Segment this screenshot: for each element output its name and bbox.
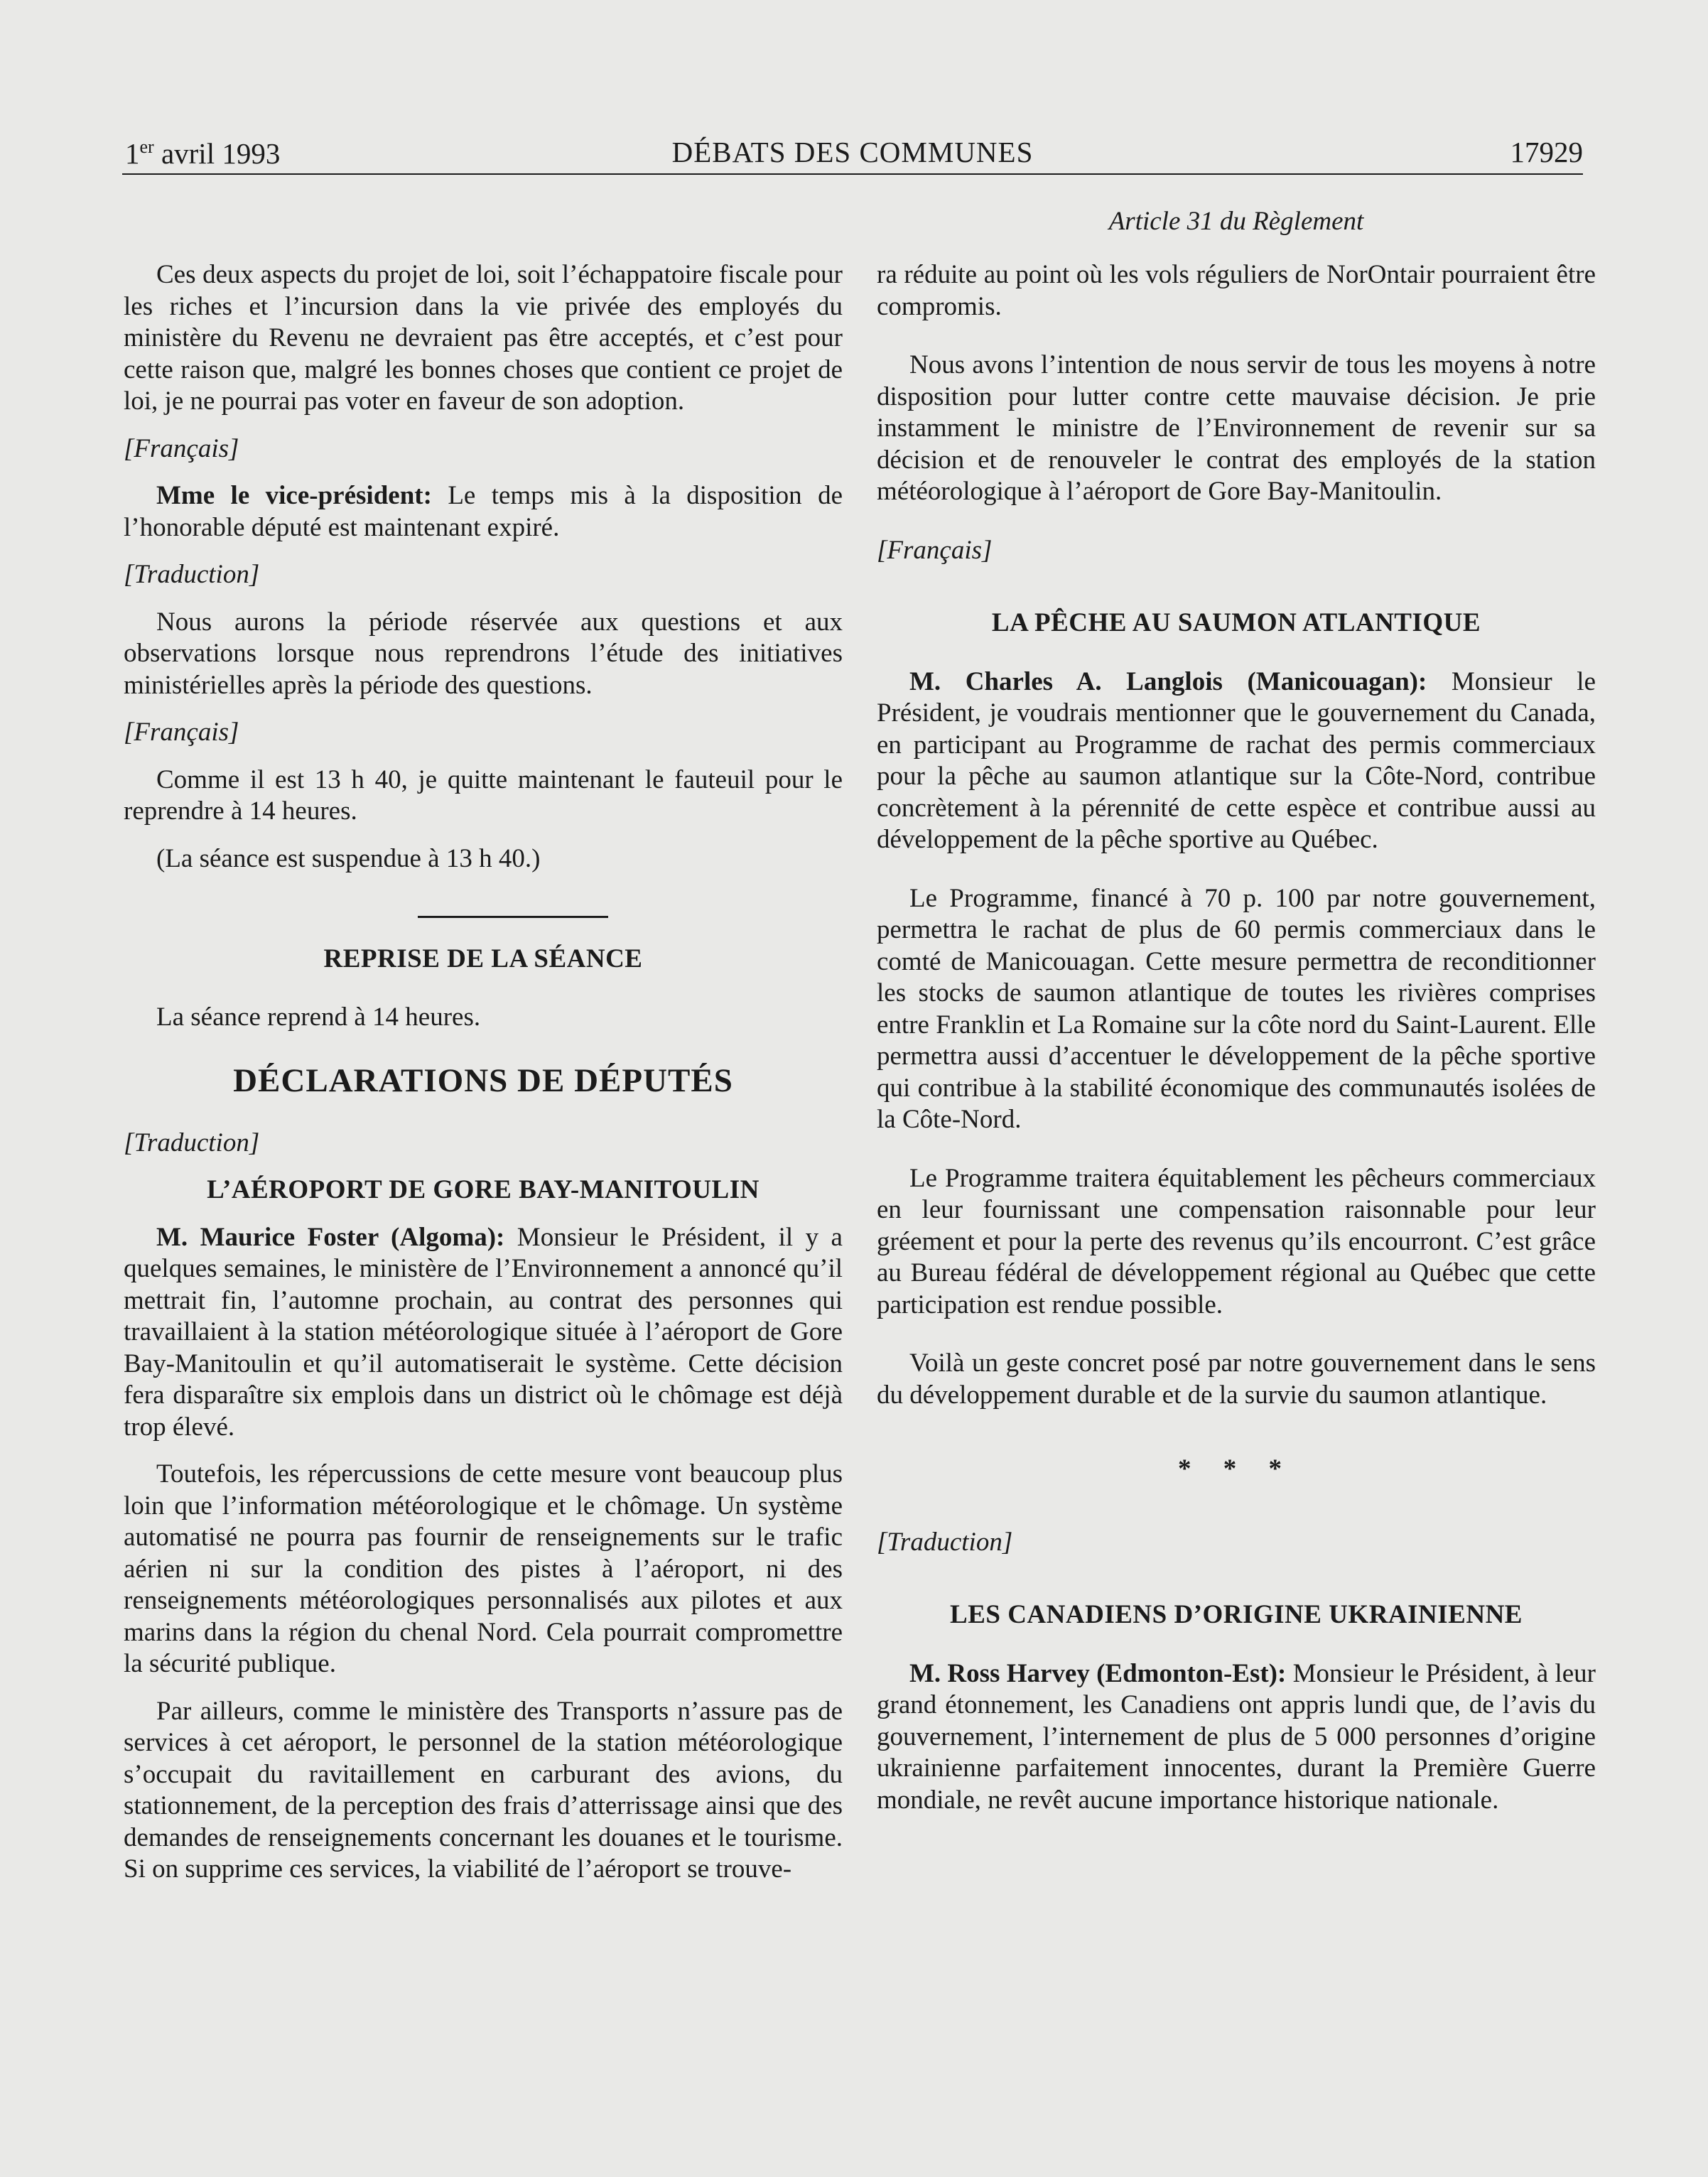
header-date-rest: avril 1993 [153, 137, 281, 170]
right-column [877, 259, 1596, 1816]
speaker-name: M. Maurice Foster (Algoma): [156, 1222, 505, 1252]
paragraph [877, 666, 1596, 856]
paragraph: Ces deux aspects du projet de loi, soit l’échappatoire fiscale pour les riches et l’incursion dans la vie privée des employés du ministère du Revenu ne devraient pas être acceptés, et c’est pour cette raison que, malgré les bonnes choses que contient ce projet de loi, je ne pourrai pas voter en faveur de son adoption. [124, 260, 843, 416]
header-title: DÉBATS DES COMMUNES [671, 136, 1034, 168]
paragraph: Voilà un geste concret posé par notre gouvernement dans le sens du développement durable et de la survie du saumon atlantique. [877, 1349, 1596, 1410]
paragraph [124, 480, 843, 544]
speech-text: Le temps mis à la disposition de l’honorable député est maintenant expiré. [124, 481, 843, 542]
paragraph: Nous aurons la période réservée aux questions et aux observations lorsque nous reprendrons l’étude des initiatives ministérielles après la période des questions. [124, 607, 843, 700]
speaker-name: Mme le vice-président: [156, 481, 432, 510]
language-marker: [Français] [124, 718, 239, 747]
paragraph: Le Programme, financé à 70 p. 100 par notre gouvernement, permettra le rachat de plus de 60 permis commerciaux dans le comté de Manicouagan. Cette mesure permettra de reconditionner les stocks de saumon atlantique de toutes les rivières comprises entre Franklin et La Romaine sur la côte nord du Saint-Laurent. Elle permettra aussi d’accentuer le développement de la pêche sportive qui contribue à la stabilité économique des communautés isolées de la Côte-Nord. [877, 883, 1596, 1134]
header-date-num: 1 [125, 137, 140, 170]
speaker-name: M. Charles A. Langlois (Manicouagan): [909, 666, 1427, 696]
language-marker: [Français] [124, 433, 239, 463]
language-marker: [Traduction] [877, 1527, 1013, 1557]
paragraph [124, 1222, 843, 1444]
speech-text: Monsieur le Président, je voudrais mentionner que le gouvernement du Canada, en participant au Programme de rachat des permis commerciaux pour la pêche au saumon atlantique sur la Côte-Nord, contribue concrètement à la pérennité de cette espèce et contribue aussi au développement de la pêche sportive au Québec. [877, 666, 1596, 854]
paragraph: ra réduite au point où les vols réguliers de NorOntair pourraient être compromis. [877, 260, 1596, 321]
page-header [122, 131, 1583, 175]
major-heading: DÉCLARATIONS DE DÉPUTÉS [233, 1062, 733, 1099]
section-divider [418, 916, 608, 918]
section-heading: REPRISE DE LA SÉANCE [323, 944, 643, 973]
speech-text: Monsieur le Président, à leur grand étonnement, les Canadiens ont appris lundi que, de l’avis du gouvernement, l’internement de plus de 5 000 personnes d’origine ukrainienne parfaitement innocentes, durant la Première Guerre mondiale, ne revêt aucune importance historique nationale. [877, 1658, 1596, 1815]
section-heading: LA PÊCHE AU SAUMON ATLANTIQUE [991, 608, 1481, 637]
header-date-sup: er [139, 136, 154, 157]
paragraph: Le Programme traitera équitablement les pêcheurs commerciaux en leur fournissant une compensation raisonnable pour leur gréement et pour la perte des revenus qu’ils encourront. C’est grâce au Bureau fédéral de développement régional au Québec que cette participation est rendue possible. [877, 1163, 1596, 1319]
paragraph: Toutefois, les répercussions de cette mesure vont beaucoup plus loin que l’information météorologique et le chômage. Un système automatisé ne pourra pas fournir de renseignements sur le trafic aérien ni sur la condition des pistes à l’aéroport, ni des renseignements météorologiques personnalisés aux pilotes et aux marins dans la région du chenal Nord. Cela pourrait compromettre la sécurité publique. [124, 1459, 843, 1678]
left-column [124, 259, 843, 1886]
paragraph [877, 1658, 1596, 1817]
paragraph: Comme il est 13 h 40, je quitte maintenant le fauteuil pour le reprendre à 14 heures. [124, 765, 843, 826]
section-separator: * * * [1178, 1454, 1294, 1484]
language-marker: [Traduction] [124, 1128, 260, 1157]
section-heading: L’AÉROPORT DE GORE BAY-MANITOULIN [207, 1175, 760, 1204]
language-marker: [Traduction] [124, 560, 260, 589]
paragraph: Par ailleurs, comme le ministère des Transports n’assure pas de services à cet aéroport, le personnel de la station météorologique s’occupait du ravitaillement en carburant des avions, du stationnement, de la perception des frais d’atterrissage ainsi que des demandes de renseignements concernant les douanes et le tourisme. Si on supprime ces services, la viabilité de l’aéroport se trouve- [124, 1696, 843, 1884]
language-marker: [Français] [877, 535, 993, 565]
paragraph: La séance reprend à 14 heures. [156, 1003, 481, 1032]
section-heading: LES CANADIENS D’ORIGINE UKRAINIENNE [950, 1600, 1523, 1629]
article-note: Article 31 du Règlement [1108, 207, 1364, 236]
paragraph: (La séance est suspendue à 13 h 40.) [156, 843, 541, 873]
speaker-name: M. Ross Harvey (Edmonton-Est): [909, 1658, 1287, 1688]
speech-text: Monsieur le Président, il y a quelques semaines, le ministère de l’Environnement a annoncé qu’il mettrait fin, l’automne prochain, au contrat des personnes qui travaillaient à la station météorologique située à l’aéroport de Gore Bay-Manitoulin et qu’il automatiserait le système. Cette décision fera disparaître six emplois dans un district où le chômage est déjà trop élevé. [124, 1222, 843, 1442]
header-page-number: 17929 [1510, 136, 1583, 168]
paragraph: Nous avons l’intention de nous servir de tous les moyens à notre disposition pour lutter contre cette mauvaise décision. Je prie instamment le ministre de l’Environnement de revenir sur sa décision et de renouveler le contrat des employés de la station météorologique à l’aéroport de Gore Bay-Manitoulin. [877, 350, 1596, 506]
